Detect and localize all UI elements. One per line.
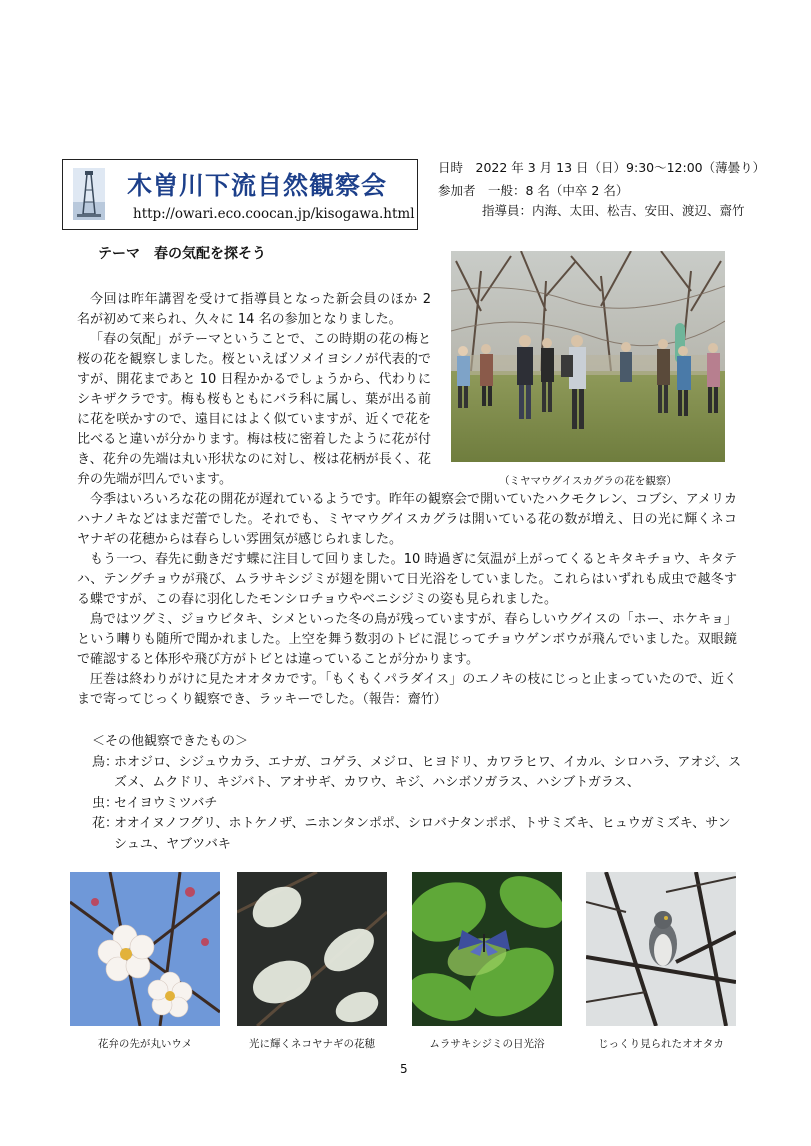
tower-logo-icon	[73, 168, 105, 220]
theme-heading: テーマ 春の気配を探そう	[98, 246, 266, 262]
paragraph: 今季はいろいろな花の開花が遅れているようです。昨年の観察会で開いていたハクモクレン、コブシ、アメリカハナノキなどはまだ蕾でした。それでも、ミヤマウグイスカグラは開いている花の数が増え、日の光に輝くネコヤナギの花穂からは春らしい雰囲気が感じられました。	[77, 492, 737, 547]
title-box	[62, 159, 418, 230]
photo-butterfly	[412, 872, 562, 1026]
birds-list: ホオジロ、シジュウカラ、エナガ、コゲラ、メジロ、ヒヨドリ、カワラヒワ、イカル、シロハラ、アオジ、スズメ、ムクドリ、キジバト、アオサギ、カワウ、キジ、ハシボソガラス、ハシブトガラス、	[114, 754, 742, 790]
page-number: 5	[400, 1062, 408, 1076]
others-title: ＜その他観察できたもの＞	[92, 734, 249, 749]
main-photo-observation	[451, 251, 725, 462]
others-list	[92, 732, 742, 855]
caption-plum: 花弁の先が丸いウメ	[97, 1038, 193, 1050]
paragraph: 圧巻は終わりがけに見たオオタカです。「もくもくパラダイス」のエノキの枝にじっと止まっていたので、近くまで寄ってじっくり観察でき、ラッキーでした。（報告：齋竹）	[77, 672, 737, 707]
insects-list: セイヨウミツバチ	[114, 795, 218, 811]
flowers-list: オオイヌノフグリ、ホトケノザ、ニホンタンポポ、シロバナタンポポ、トサミズキ、ヒュウガミズキ、サンシュユ、ヤブツバキ	[114, 816, 731, 852]
main-photo-caption: （ミヤマウグイスカグラの花を観察）	[499, 475, 677, 487]
article-top	[77, 290, 431, 490]
caption-butterfly: ムラサキシジミの日光浴	[429, 1038, 545, 1050]
list-item-flowers	[92, 814, 742, 855]
list-item-insects	[92, 794, 742, 815]
paragraph: 「春の気配」がテーマということで、この時期の花の梅と桜の花を観察しました。桜といえばソメイヨシノが代表的ですが、開花まであと 10 日程かかるでしょうから、代わりにシキザクラです。梅も桜もともにバラ科に属し、葉が出る前に花を咲かすので、遠目にはよく似ていますが、近くで花を比べると違いが分かります。梅は枝に密着したように花が付き、花弁の先端は丸い形状なのに対し、桜は花柄が長く、花弁の先端が凹んでいます。	[77, 332, 431, 487]
paragraph: 今回は昨年講習を受けて指導員となった新会員のほか 2 名が初めて来られ、久々に 14 名の参加となりました。	[77, 292, 431, 327]
list-item-birds	[92, 753, 742, 794]
photo-pussy-willow	[237, 872, 387, 1026]
participants-info: 参加者 一般：8 名（中卒 2 名）	[438, 183, 629, 198]
caption-goshawk: じっくり見られたオオタカ	[598, 1038, 724, 1050]
paragraph: もう一つ、春先に動きだす蝶に注目して回りました。10 時過ぎに気温が上がってくるとキタキチョウ、キタテハ、テングチョウが飛び、ムラサキシジミが翅を開いて日光浴をしていました。これらはいずれも成虫で越冬する蝶ですが、この春に羽化したモンシロチョウやベニシジミの姿も見られました。	[77, 552, 737, 607]
guides-info: 指導員：内海、太田、松吉、安田、渡辺、齋竹	[482, 203, 745, 218]
paragraph: 鳥ではツグミ、ジョウビタキ、シメといった冬の鳥が残っていますが、春らしいウグイスの「ホー、ホケキョ」という囀りも随所で聞かれました。上空を舞う数羽のトビに混じってチョウゲンボウが飛んでいました。双眼鏡で確認すると体形や飛び方がトビとは違っていることが分かります。	[77, 612, 737, 667]
photo-plum-blossom	[70, 872, 220, 1026]
birds-label: 鳥：	[92, 754, 119, 770]
caption-willow: 光に輝くネコヤナギの花穂	[249, 1038, 375, 1050]
insects-label: 虫：	[92, 795, 119, 811]
photo-goshawk	[586, 872, 736, 1026]
site-url: http://owari.eco.coocan.jp/kisogawa.html	[133, 206, 415, 222]
event-date: 日時 2022 年 3 月 13 日（日）9:30～12:00（薄曇り）	[438, 160, 766, 175]
flowers-label: 花：	[92, 816, 119, 831]
page-title: 木曽川下流自然観察会	[127, 171, 388, 200]
article-bottom	[77, 490, 737, 710]
